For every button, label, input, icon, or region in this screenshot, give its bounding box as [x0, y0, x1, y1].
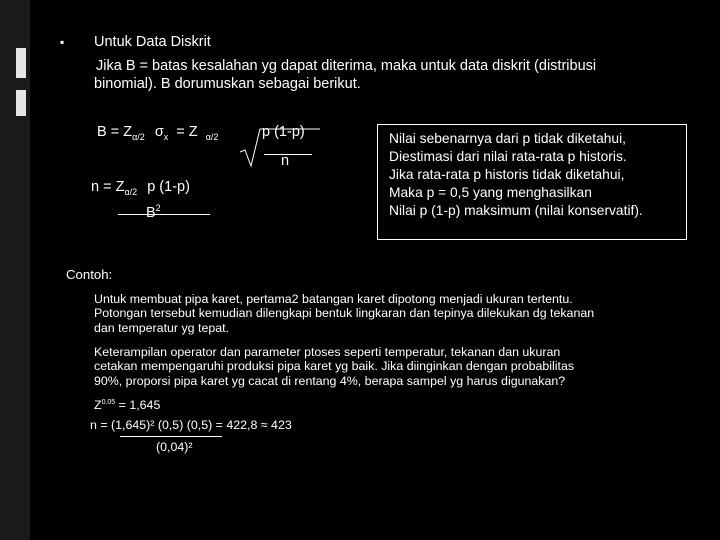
formula-n-left: n = Z — [91, 179, 125, 195]
formula-b-sub1: α/2 — [132, 131, 145, 142]
formula-n — [91, 179, 190, 197]
intro-line-1: Jika B = batas kesalahan yg dapat diterima, maka untuk data diskrit (distribusi — [96, 58, 597, 74]
formula-b-numerator: p (1-p) — [262, 124, 305, 140]
formula-b-sub2: α/2 — [205, 131, 219, 142]
formula-b-eq: = Z — [176, 124, 198, 140]
formula-n-denominator — [146, 203, 161, 221]
paragraph-line: cetakan mempengaruhi produksi pipa karet yg baik. Jika diinginkan dengan probabilitas — [94, 359, 575, 374]
formula-b-left: B = Z — [97, 124, 133, 140]
z-value — [94, 396, 160, 413]
z-value-right: = 1,645 — [115, 398, 161, 413]
contoh-label: Contoh: — [66, 267, 113, 282]
z-value-sup: 0.05 — [101, 399, 116, 406]
formula-b-denominator: n — [281, 153, 290, 169]
note-line: Maka p = 0,5 yang menghasilkan — [389, 185, 592, 200]
formula-n-denominator-sup: 2 — [155, 203, 161, 213]
example-paragraph-1 — [94, 292, 694, 335]
left-edge-marker-bottom — [16, 90, 26, 116]
formula-n-fraction-line — [118, 214, 210, 215]
formula-b-sigma-sub: x — [163, 131, 169, 142]
z-value-left: Z — [94, 398, 102, 413]
heading: Untuk Data Diskrit — [94, 34, 211, 50]
paragraph-line: 90%, proporsi pipa karet yg cacat di rentang 4%, berapa sampel yg harus digunakan? — [94, 373, 566, 388]
calc-line: n = (1,645)² (0,5) (0,5) = 422,8 ≈ 423 — [90, 418, 292, 432]
note-line: Nilai p (1-p) maksimum (nilai konservatif). — [389, 203, 643, 218]
paragraph-line: dan temperatur yg tepat. — [94, 320, 230, 335]
formula-n-denominator-b: B — [146, 204, 156, 221]
note-box-text — [389, 130, 643, 220]
formula-b-sigma: σ — [154, 124, 164, 140]
left-edge-marker-top — [16, 48, 26, 78]
formula-n-sub: α/2 — [124, 186, 138, 197]
paragraph-line: Untuk membuat pipa karet, pertama2 batangan karet dipotong menjadi ukuran tertentu. — [94, 292, 573, 306]
intro-line-2: binomial). B dorumuskan sebagai berikut. — [94, 76, 361, 92]
note-line: Jika rata-rata p historis tidak diketahui, — [389, 167, 625, 182]
paragraph-line: Potongan tersebut kemudian dilengkapi bentuk lingkaran dan tepinya dilekukan dg tekanan — [94, 306, 595, 321]
note-line: Diestimasi dari nilai rata-rata p historis. — [389, 149, 627, 164]
formula-n-numerator: p (1-p) — [147, 179, 190, 195]
formula-b — [97, 124, 218, 142]
note-line: Nilai sebenarnya dari p tidak diketahui, — [389, 131, 626, 146]
example-paragraph-2 — [94, 345, 694, 388]
bullet-icon: ▪ — [60, 35, 65, 49]
calc-fraction-line — [120, 436, 222, 437]
calc-denominator: (0,04)² — [156, 440, 193, 454]
paragraph-line: Keterampilan operator dan parameter ptoses seperti temperatur, tekanan dan ukuran — [94, 345, 561, 359]
